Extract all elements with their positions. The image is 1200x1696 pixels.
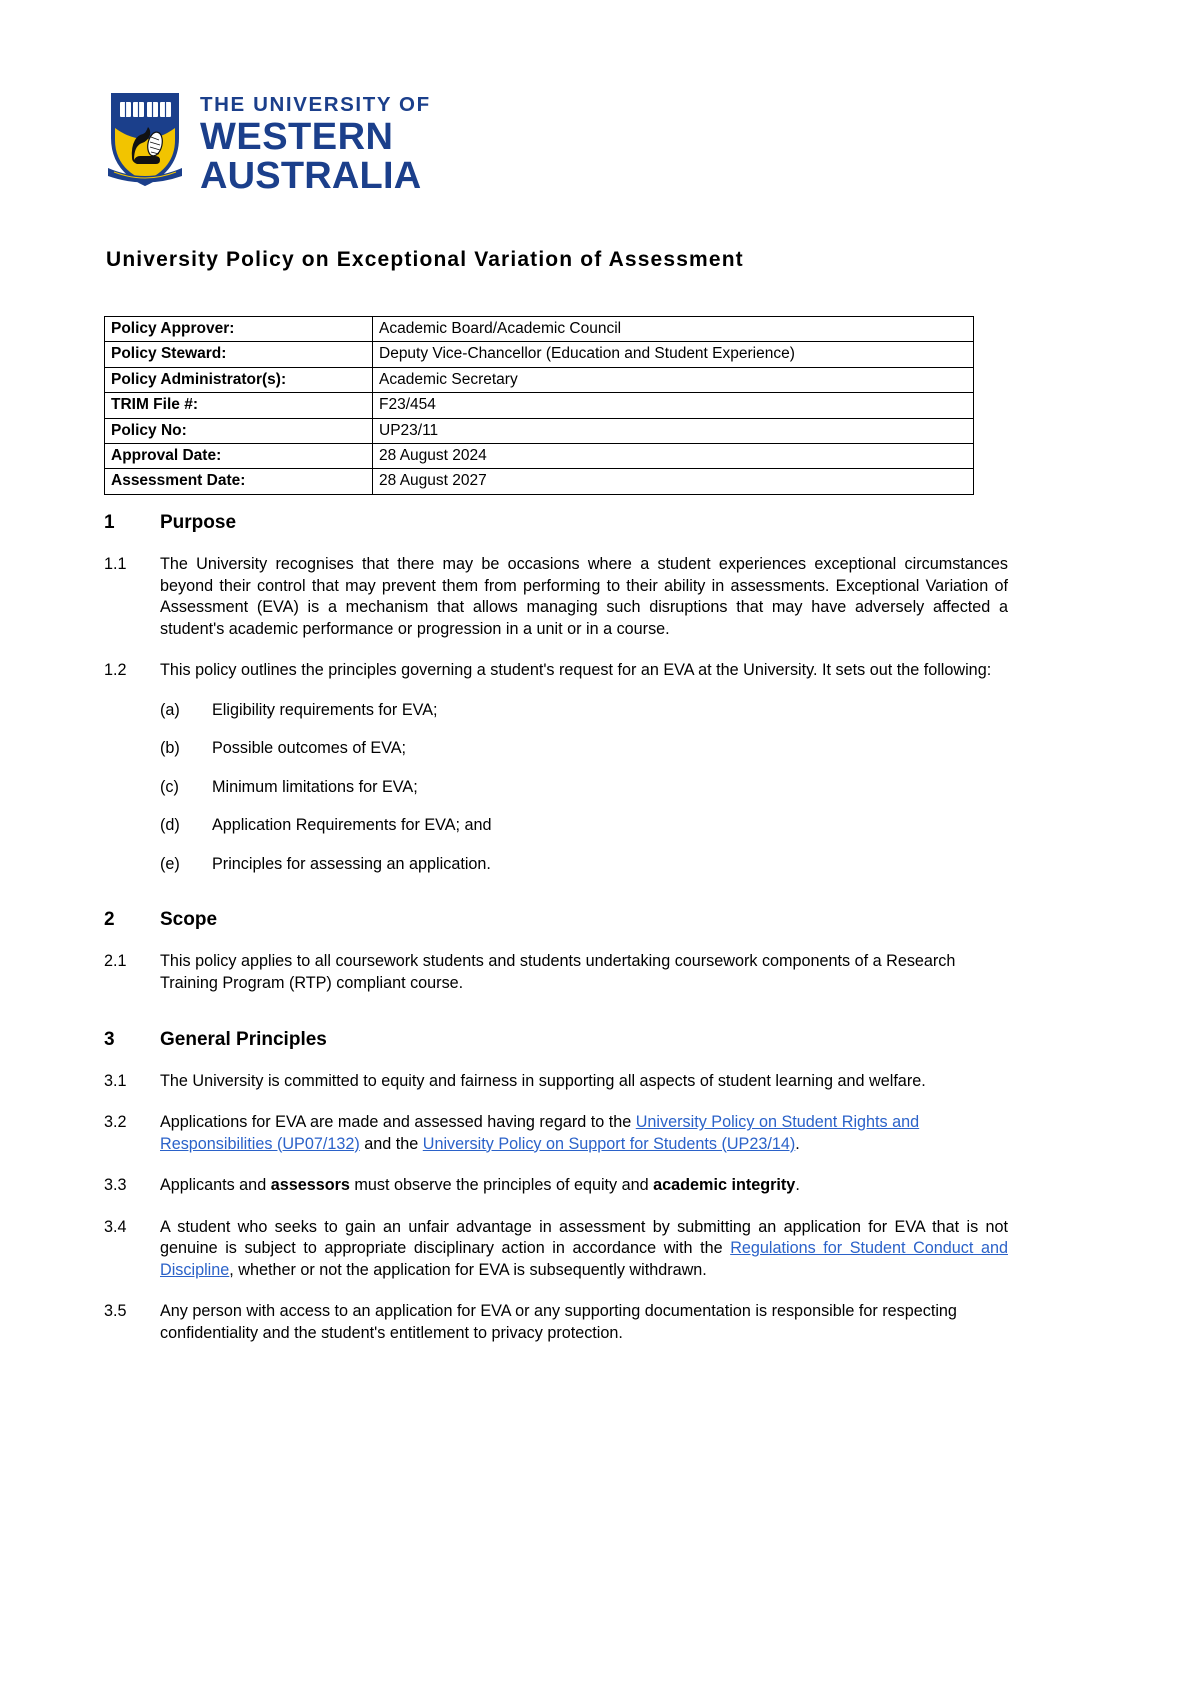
clause-1-2	[104, 660, 1008, 682]
meta-value: Academic Secretary	[373, 367, 974, 392]
list-item-marker: (d)	[160, 816, 180, 835]
clause-3-3	[104, 1175, 1008, 1197]
wordmark-line-3: AUSTRALIA	[200, 154, 422, 197]
clause-text	[160, 1175, 1008, 1197]
section-title: Purpose	[160, 512, 237, 533]
clause-text	[160, 1112, 1008, 1155]
meta-key: Assessment Date:	[105, 469, 373, 494]
section-number: 1	[104, 512, 115, 533]
clause-text: This policy outlines the principles governing a student's request for an EVA at the University. It sets out the following:	[160, 661, 992, 680]
meta-key: Policy Steward:	[105, 342, 373, 367]
meta-value: Academic Board/Academic Council	[373, 317, 974, 342]
clause-3-5	[104, 1301, 1008, 1344]
meta-value: F23/454	[373, 393, 974, 418]
meta-value: UP23/11	[373, 418, 974, 443]
section-number: 3	[104, 1028, 115, 1050]
link-student-rights-policy[interactable]: University Policy on Student Rights and Responsibilities (UP07/132)	[160, 1113, 920, 1153]
meta-value: 28 August 2027	[373, 469, 974, 494]
table-row	[105, 469, 974, 494]
section-heading-1	[104, 512, 1008, 534]
policy-metadata-table	[104, 316, 974, 495]
clause-text	[160, 1217, 1008, 1282]
clause-text-part: .	[795, 1134, 800, 1153]
list-item-label: Eligibility requirements for EVA;	[212, 700, 438, 719]
list-item	[160, 700, 1008, 722]
clause-text: The University is committed to equity and fairness in supporting all aspects of student learning and welfare.	[160, 1071, 926, 1090]
clause-text: The University recognises that there may be occasions where a student experiences exceptional circumstances beyond their control that may prevent them from performing to their ability in assessments. Exceptional Variation of Assessment (EVA) is a mechanism that allows managing such disruptions that may have adversely affected a student's academic performance or progression in a unit or in a course.	[160, 555, 1008, 638]
section-scope	[104, 909, 1008, 994]
clause-text-part: , whether or not the application for EVA is subsequently withdrawn.	[229, 1260, 707, 1279]
table-row	[105, 342, 974, 367]
table-row	[105, 317, 974, 342]
link-regulations-student-conduct[interactable]: Regulations for Student Conduct and Discipline	[160, 1239, 1008, 1279]
clause-1-1	[104, 554, 1008, 640]
uwa-crest-icon	[104, 88, 186, 188]
clause-3-2	[104, 1112, 1008, 1155]
table-row	[105, 443, 974, 468]
meta-key: Policy Administrator(s):	[105, 367, 373, 392]
uwa-logo	[104, 88, 431, 195]
section-heading-2	[104, 909, 1008, 931]
uwa-wordmark	[200, 88, 431, 195]
clause-text-part: .	[795, 1176, 800, 1195]
section-title: General Principles	[160, 1028, 327, 1050]
emphasis-academic-integrity: academic integrity	[653, 1176, 796, 1195]
list-item	[160, 815, 1008, 837]
section-title: Scope	[160, 909, 218, 931]
list-item	[160, 777, 1008, 799]
document-body	[104, 512, 1008, 1344]
clause-text-part: must observe the principles of equity and	[349, 1176, 654, 1195]
list-item	[160, 738, 1008, 760]
meta-key: Policy Approver:	[105, 317, 373, 342]
clause-3-4	[104, 1217, 1008, 1282]
clause-number: 3.5	[104, 1302, 127, 1321]
clause-3-1	[104, 1071, 1008, 1093]
list-item-label: Possible outcomes of EVA;	[212, 739, 407, 758]
wordmark-line-1: THE UNIVERSITY OF	[200, 93, 431, 116]
table-row	[105, 367, 974, 392]
meta-key: TRIM File #:	[105, 393, 373, 418]
emphasis-assessors: assessors	[270, 1176, 350, 1195]
section-general-principles	[104, 1029, 1008, 1345]
list-item-label: Minimum limitations for EVA;	[212, 777, 418, 796]
wordmark-line-2: WESTERN	[200, 115, 394, 158]
clause-number: 3.2	[104, 1113, 127, 1132]
list-item-marker: (a)	[160, 700, 180, 719]
page-title: University Policy on Exceptional Variation of Assessment	[106, 248, 744, 271]
clause-text-part: Applicants and	[160, 1176, 271, 1195]
clause-text-part: and the	[359, 1134, 423, 1153]
clause-text-part: A student who seeks to gain an unfair advantage in assessment by submitting an application for EVA that is not genuine is subject to appropriate disciplinary action in accordance with the	[160, 1217, 1008, 1258]
clause-number: 3.1	[104, 1071, 127, 1090]
list-item-marker: (e)	[160, 854, 180, 873]
clause-text: Any person with access to an application for EVA or any supporting documentation is responsible for respecting confidentiality and the student's entitlement to privacy protection.	[160, 1302, 957, 1342]
link-support-for-students-policy[interactable]: University Policy on Support for Students (UP23/14)	[422, 1134, 796, 1153]
meta-key: Policy No:	[105, 418, 373, 443]
clause-number: 3.4	[104, 1217, 127, 1236]
clause-number: 1.1	[104, 555, 127, 573]
meta-value: Deputy Vice-Chancellor (Education and Student Experience)	[373, 342, 974, 367]
meta-value: 28 August 2024	[373, 443, 974, 468]
clause-1-2-sublist	[160, 700, 1008, 876]
list-item-marker: (c)	[160, 777, 179, 796]
clause-number: 1.2	[104, 661, 127, 680]
clause-text-part: Applications for EVA are made and assessed having regard to the	[160, 1113, 636, 1132]
list-item-label: Application Requirements for EVA; and	[212, 816, 492, 835]
table-row	[105, 393, 974, 418]
list-item-marker: (b)	[160, 739, 180, 758]
list-item	[160, 854, 1008, 876]
clause-2-1	[104, 951, 1008, 994]
section-purpose	[104, 512, 1008, 875]
section-heading-3	[104, 1029, 1008, 1051]
table-row	[105, 418, 974, 443]
clause-number: 2.1	[104, 952, 127, 971]
meta-key: Approval Date:	[105, 443, 373, 468]
list-item-label: Principles for assessing an application.	[212, 854, 491, 873]
clause-number: 3.3	[104, 1176, 127, 1195]
clause-text: This policy applies to all coursework students and students undertaking coursework components of a Research Training Program (RTP) compliant course.	[160, 952, 956, 993]
section-number: 2	[104, 909, 115, 931]
